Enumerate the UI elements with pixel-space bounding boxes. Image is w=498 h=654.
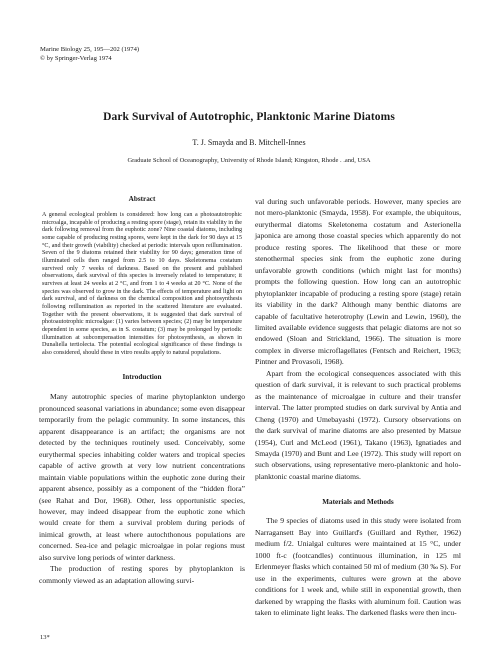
methods-paragraph: The 9 species of diatoms used in this study were isolated from Narragansett Bay into Guillard's (Guillard and Ryther, 1962) medium f/2. Unialgal cultures were maintained at 15 °C, under 1000 ft-c (footcandles) continuous illumination, in 125 ml Erlenmeyer flasks which contained 50 ml of medium (30 ‰ S). For use in the experiments, cultures were grown at the above conditions for 1 week and, while still in exponential growth, then darkened by wrapping the flasks with aluminum foil. Caution was taken to eliminate light leaks. The darkened flasks were then incu- [255, 516, 461, 617]
right-column [255, 196, 461, 618]
body-paragraph: val during such unfavorable periods. However, many species are not mero-planktonic (Smayda, 1958). For example, the ubiquitous, eurythermal diatoms Skeletonema costatum and Asterionella japonica are among those coastal species which apparently do not produce resting spores. The likelihood that these or more stenothermal species sink from the euphotic zone during unfavorable growth conditions (which might last for months) prompts the following question. How long can an autotrophic phytoplankter incapable of producing a resting spore (stage) retain its viability in the dark? Although many benthic diatoms are capable of facultative heterotrophy (Lewin and Lewin, 1960), the limited available evidence suggests that pelagic diatoms are not so endowed (Sloan and Strickland, 1966). The situation is more complex in diverse microflagellates (Fentsch and Reichert, 1963; Pintner and Provasoli, 1968). [255, 197, 461, 367]
methods-body [255, 515, 461, 618]
paper-authors: T. J. Smayda and B. Mitchell-Innes [192, 138, 306, 147]
introduction-paragraph: The production of resting spores by phytoplankton is commonly viewed as an adaptation allowing survi- [39, 564, 245, 585]
introduction-body [39, 391, 245, 586]
paper-title: Dark Survival of Autotrophic, Planktonic Marine Diatoms [103, 111, 395, 123]
author-affiliation: Graduate School of Oceanography, University of Rhode Island; Kingston, Rhode . .and, USA [127, 157, 371, 164]
introduction-paragraph: Many autotrophic species of marine phytoplankton undergo pronounced seasonal variations in abundance; some even disappear temporarily from the pelagic community. In some instances, this apparent disappearance is an artifact; the organisms are not detected by the techniques routinely used. Conceivably, some eurythermal species inhabiting colder waters and tropical species capable of active growth at very low nutrient concentrations maintain viable populations within the euphotic zone during their apparent absence, possibly as a component of the “hidden flora” (see Rahat and Dor, 1968). Other, less opportunistic species, however, may indeed disappear from the euphotic zone which would create for them a survival problem during periods of inimical growth, at least where autochthonous populations are concerned. Sea-ice and pelagic microalgae in polar regions must also survive long periods of winter darkness. [39, 392, 245, 562]
left-column [39, 195, 245, 586]
copyright-line: © by Springer-Verlag 1974 [40, 55, 112, 62]
methods-heading: Materials and Methods [322, 498, 394, 507]
abstract-heading: Abstract [128, 195, 156, 203]
journal-citation: Marine Biology 25, 195—202 (1974) [40, 46, 140, 53]
body-paragraph: Apart from the ecological consequences associated with this question of dark survival, it is relevant to such practical problems as the maintenance of microalgae in culture and their transfer interval. The latter prompted studies on dark survival by Antia and Cheng (1970) and Umebayashi (1972). Cursory observations on the dark survival of marine diatoms are also presented by Matsue (1954), Curl and McLeod (1961), Takano (1963), Ignatiades and Smayda (1970) and Bunt and Lee (1972). This study will report on such observations, using representative mero-planktonic and holo-planktonic coastal marine diatoms. [255, 368, 461, 481]
abstract-text: A general ecological problem is considered: how long can a photoautotrophic microalga, incapable of producing a resting spore (stage), retain its viability in the dark following removal from the euphotic zone? Nine coastal diatoms, including some capable of producing resting spores, were kept in the dark for 90 days at 15 °C, and their growth (viability) checked at periodic intervals upon reillumination. Seven of the 9 diatoms retained their viability for 90 days; generation time of illuminated cells then ranged from 2.5 to 10 days. Skeletonema costatum survived only 7 weeks of darkness. Based on the present and published observations, dark survival of this species is inversely related to temperature; it survives at least 24 weeks at 2 °C, and from 1 to 4 weeks at 20 °C. None of the species was observed to grow in the dark. The effects of temperature and light on dark survival, and of darkness on the chemical composition and photosynthesis following reillumination as reported in the scattered literature are evaluated. Together with the present observations, it is suggested that dark survival of photoautotrophic microalgae: (1) varies between species; (2) may be temperature dependent in some species, as in S. costatum; (3) may be prolonged by periodic illumination at subcompensation intensities for photosynthesis, as shown in Dunaliella tertiolecta. The potential ecological significance of these findings is also considered, should these in vitro results apply to natural populations. [42, 212, 243, 356]
right-column-body [255, 196, 461, 482]
journal-citation-block [40, 45, 139, 63]
page-marker: 13* [40, 634, 50, 641]
introduction-heading: Introduction [122, 373, 162, 382]
